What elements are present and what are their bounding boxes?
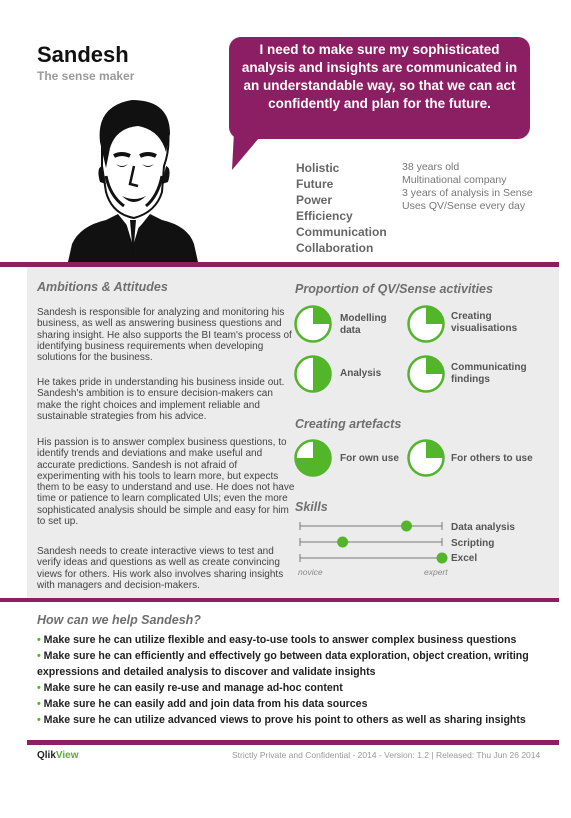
pie-slice	[313, 357, 330, 392]
trait-item: Communication	[296, 225, 387, 239]
skill-label: Excel	[451, 553, 478, 564]
activity-pie	[406, 304, 446, 344]
ambitions-paragraph: His passion is to answer complex business questions, to identify trends and deviations and make useful and accurate predictions. Sandesh is not afraid of experimenting with his tools to learn more, but expects them to be easy to understand and use. He does not have time or patience to learn complicated UIs; even the more sophisticated analysis should be simple and easy for him to set up.	[37, 437, 295, 528]
skill-level-marker	[401, 521, 412, 532]
quote-bubble	[229, 37, 530, 139]
persona-portrait	[66, 96, 200, 262]
trait-item: Power	[296, 193, 333, 207]
footer-text: Strictly Private and Confidential - 2014 - Version: 1.2 | Released: Thu Jun 26 2014	[232, 750, 541, 760]
fact-item: 3 years of analysis in Sense	[402, 187, 533, 199]
skills-chart	[296, 518, 448, 568]
facts-list	[402, 161, 533, 213]
pie-slice	[313, 307, 331, 325]
artefact-pie	[293, 438, 333, 478]
skill-label: Scripting	[451, 538, 495, 549]
help-heading: How can we help Sandesh?	[37, 613, 201, 627]
skill-level-marker	[337, 537, 348, 548]
persona-role: The sense maker	[37, 69, 135, 83]
fact-item: Multinational company	[402, 174, 507, 186]
ambitions-paragraph: Sandesh needs to create interactive views to test and verify ideas and questions as well as create convincing views for others. His work also involves sharing insights with managers and decision-makers.	[37, 546, 284, 591]
pie-slice	[426, 357, 444, 375]
activity-label: Communicating findings	[451, 362, 527, 385]
artefact-pie	[406, 438, 446, 478]
ambitions-paragraph: Sandesh is responsible for analyzing and monitoring his business, as well as answering business questions and sharing insight. He also supports the BI team's process of identifying business requirements when developing solutions for the business.	[37, 307, 292, 364]
section-divider-bottom	[0, 598, 559, 602]
trait-item: Collaboration	[296, 241, 374, 255]
activity-pie	[293, 354, 333, 394]
traits-list	[296, 160, 387, 256]
activity-pie	[406, 354, 446, 394]
fact-item: Uses QV/Sense every day	[402, 200, 526, 212]
activities-heading: Proportion of QV/Sense activities	[295, 282, 493, 296]
fact-item: 38 years old	[402, 161, 460, 173]
pie-slice	[426, 441, 444, 459]
help-item: • Make sure he can utilize flexible and easy-to-use tools to answer complex business questions	[37, 634, 517, 646]
quote-text: I need to make sure my sophisticated analysis and insights are communicated in an understandable way, so that we can act confidently and plan for the future.	[241, 42, 518, 111]
artefact-label: For own use	[340, 453, 399, 464]
artefacts-heading: Creating artefacts	[295, 417, 402, 431]
activity-pie	[293, 304, 333, 344]
ambitions-paragraph: He takes pride in understanding his business inside out. Sandesh's ambition is to ensure decision-makers can make the right choices and implement reliable and sustainable strategies from his advice.	[37, 377, 285, 422]
activity-label: Modelling data	[340, 313, 387, 336]
skills-heading: Skills	[295, 500, 328, 514]
skill-label: Data analysis	[451, 522, 515, 533]
pie-slice	[426, 307, 444, 325]
qlikview-logo: QlikView	[37, 750, 79, 761]
trait-item: Future	[296, 177, 334, 191]
artefact-label: For others to use	[451, 453, 533, 464]
persona-name: Sandesh	[37, 42, 129, 67]
help-list	[37, 632, 537, 728]
help-item: • Make sure he can efficiently and effectively go between data exploration, object creation, writing expressions and detailed analysis to discover and validate insights	[37, 650, 529, 678]
quote-bubble-tail	[230, 132, 270, 172]
trait-item: Efficiency	[296, 209, 353, 223]
help-item: • Make sure he can easily add and join data from his data sources	[37, 698, 368, 710]
skill-axis-min-label: novice	[298, 567, 323, 577]
trait-item: Holistic	[296, 161, 340, 175]
skill-axis-max-label: expert	[424, 567, 448, 577]
ambitions-heading: Ambitions & Attitudes	[37, 280, 168, 294]
help-item: • Make sure he can utilize advanced views to prove his point to others as well as sharing insights	[37, 714, 526, 726]
help-item: • Make sure he can easily re-use and manage ad-hoc content	[37, 682, 343, 694]
footer-divider	[27, 740, 559, 745]
activity-label: Creating visualisations	[451, 311, 518, 334]
activity-label: Analysis	[340, 368, 382, 379]
skill-level-marker	[437, 553, 448, 564]
